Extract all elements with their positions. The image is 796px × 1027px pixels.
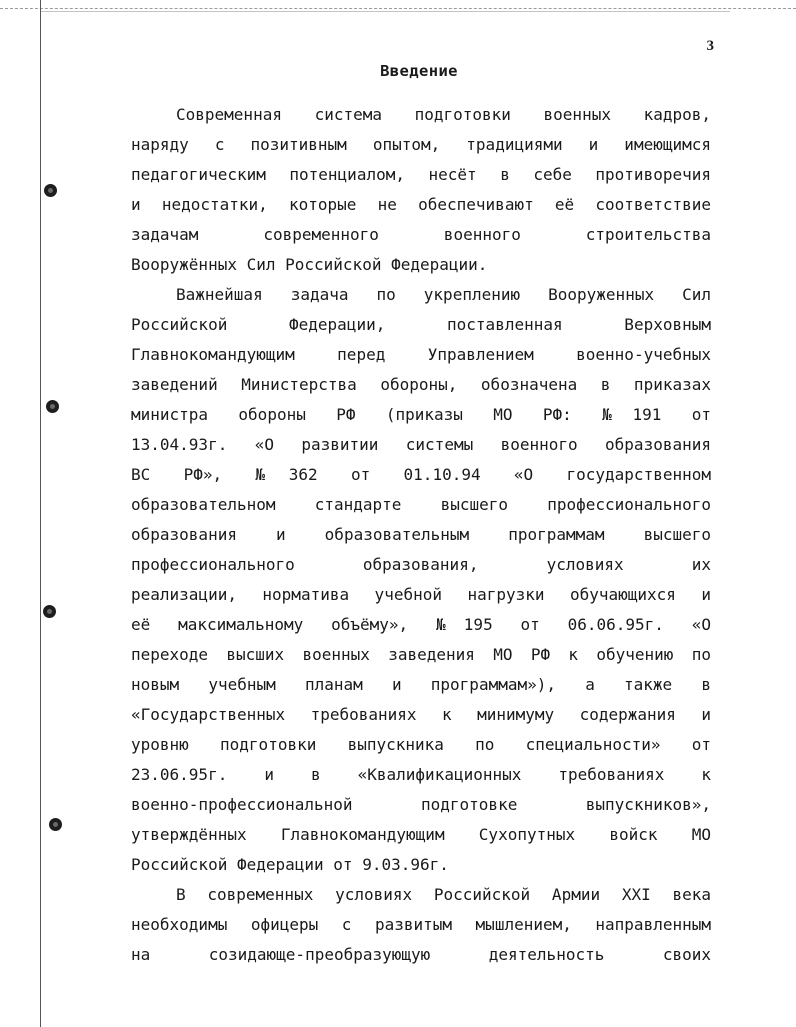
text-line: «Государственных требованиях к минимуму содержания и — [131, 705, 711, 724]
text-line: военно-профессиональной подготовке выпускников», — [131, 795, 711, 814]
text-line: новым учебным планам и программам»), а также в — [131, 675, 711, 694]
text-line: Важнейшая задача по укреплению Вооруженных Сил — [176, 285, 711, 304]
margin-line — [40, 0, 41, 1027]
text-line: педагогическим потенциалом, несёт в себе противоречия — [131, 165, 711, 184]
text-line: Российской Федерации, поставленная Верховным — [131, 315, 711, 334]
text-line: профессионального образования, условиях их — [131, 555, 711, 574]
paragraph-1 — [131, 100, 711, 280]
text-line: наряду с позитивным опытом, традициями и имеющимся — [131, 135, 711, 154]
text-line: Современная система подготовки военных кадров, — [176, 105, 711, 124]
punch-hole-3 — [43, 605, 56, 618]
text-line: задачам современного военного строительства — [131, 225, 711, 244]
text-line: Главнокомандующим перед Управлением военно-учебных — [131, 345, 711, 364]
text-line: утверждённых Главнокомандующим Сухопутных войск МО — [131, 825, 711, 844]
page-number: 3 — [706, 38, 714, 54]
text-line: и недостатки, которые не обеспечивают её соответствие — [131, 195, 711, 214]
text-line: образовательном стандарте высшего профессионального — [131, 495, 711, 514]
paragraph-2 — [131, 280, 711, 880]
text-line: В современных условиях Российской Армии XXI века — [176, 885, 711, 904]
text-line: 13.04.93г. «О развитии системы военного образования — [131, 435, 711, 454]
text-line: 23.06.95г. и в «Квалификационных требованиях к — [131, 765, 711, 784]
punch-hole-2 — [46, 400, 59, 413]
text-line: реализации, норматива учебной нагрузки обучающихся и — [131, 585, 711, 604]
text-line: министра обороны РФ (приказы МО РФ: №191 от — [131, 405, 711, 424]
text-line: заведений Министерства обороны, обозначена в приказах — [131, 375, 711, 394]
document-body — [131, 100, 711, 970]
text-line: уровню подготовки выпускника по специальности» от — [131, 735, 711, 754]
text-line: образования и образовательным программам высшего — [131, 525, 711, 544]
page-title: Введение — [380, 62, 458, 80]
text-line: на созидающе-преобразующую деятельность своих — [131, 945, 711, 964]
text-line: её максимальному объёму», №195 от 06.06.95г. «О — [131, 615, 711, 634]
scan-edge-line — [40, 11, 730, 12]
text-line: Вооружённых Сил Российской Федерации. — [131, 255, 488, 274]
paragraph-3 — [131, 880, 711, 970]
text-line: ВС РФ», №362 от 01.10.94 «О государственном — [131, 465, 711, 484]
punch-hole-1 — [44, 184, 57, 197]
scan-edge-top — [0, 0, 796, 9]
text-line: необходимы офицеры с развитым мышлением, направленным — [131, 915, 711, 934]
punch-hole-4 — [49, 818, 62, 831]
text-line: переходе высших военных заведения МО РФ к обучению по — [131, 645, 711, 664]
text-line: Российской Федерации от 9.03.96г. — [131, 855, 449, 874]
